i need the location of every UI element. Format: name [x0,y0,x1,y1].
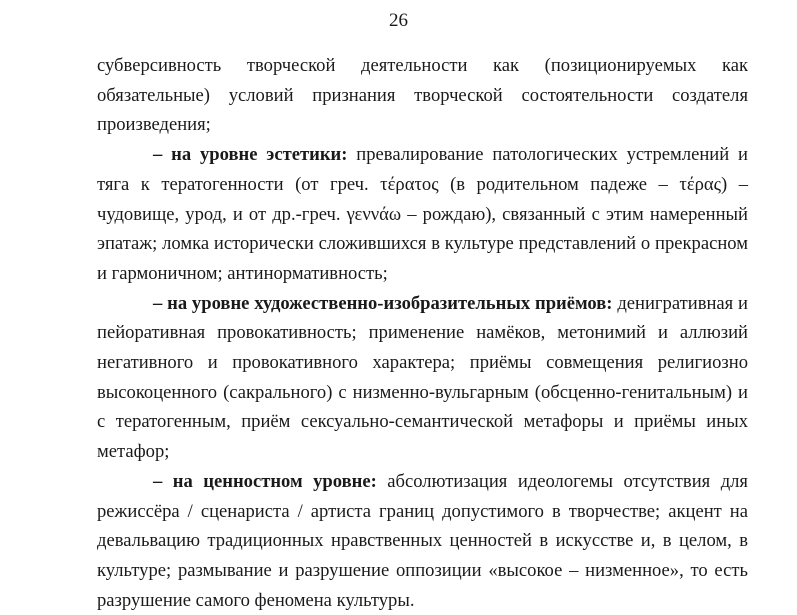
paragraph-text: денигративная и пейоративная провокативность; применение намёков, метонимий и аллюзий негативного и провокативного характера; приёмы совмещения религиозно высокоценного (сакрального) с низменно-вульгарным (обсценно-генитальным) и с тератогенным, приём сексуально-семантической метафоры и приёмы иных метафор; [97,292,749,463]
paragraph-aesthetics-level [97,140,748,289]
paragraph-text: превалирование патологических устремлений и тяга к тератогенности (от греч. τέρατος (в родительном падеже – τέρας) – чудовище, урод, и от др.-греч. γεννάω – рождаю), связанный с этим намеренный эпатаж; ломка исторически сложившихся в культуре представлений о прекрасном и гармоничном; антинормативность; [97,144,748,284]
paragraph-text: абсолютизация идеологемы отсутствия для режиссёра / сценариста / артиста границ допустимого в творчестве; акцент на девальвацию традиционных нравственных ценностей в искусстве и, в целом, в культуре; размывание и разрушение оппозиции «высокое – низменное», то есть разрушение самого феномена культуры. [97,470,748,611]
paragraph-text: субверсивность творческой деятельности как (позиционируемых как обязательные) условий признания творческой состоятельности создателя произведения; [97,55,748,136]
paragraph-values-level [97,467,748,615]
paragraph-artistic-techniques-level [97,289,748,467]
paragraph-continuation [97,51,748,140]
paragraph-heading: – на ценностном уровне: [153,470,377,492]
paragraph-heading: – на уровне художественно-изобразительных приёмов: [153,292,613,314]
paragraph-heading: – на уровне эстетики: [153,144,348,166]
page-number: 26 [389,10,408,31]
document-body [97,51,748,615]
